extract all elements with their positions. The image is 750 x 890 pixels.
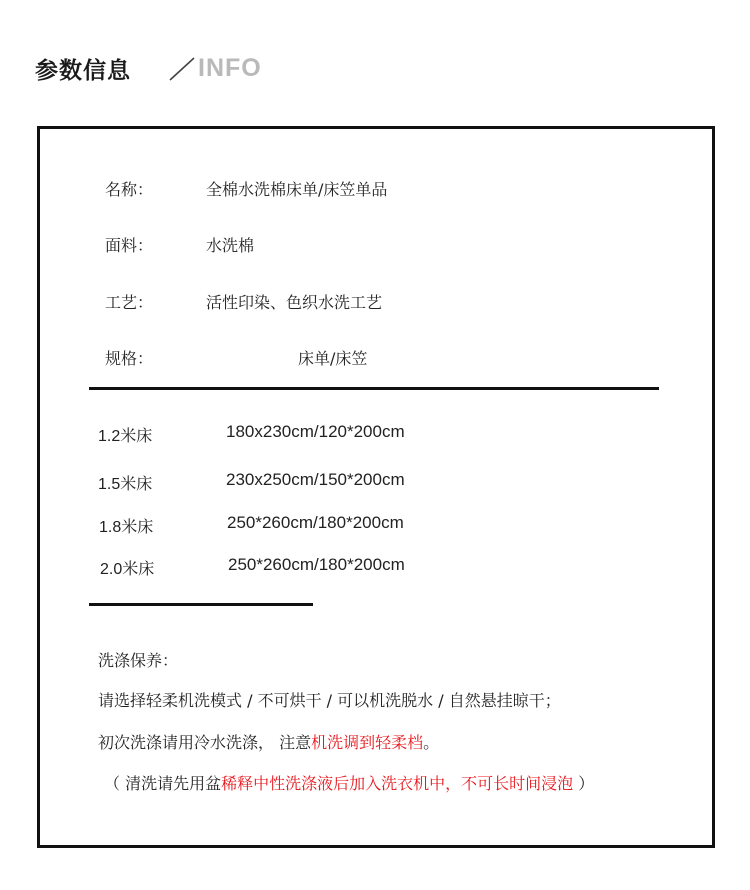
size-dimensions: 230x250cm/150*200cm (226, 470, 405, 489)
care-line2-highlight: 机洗调到轻柔档 (311, 733, 424, 752)
spec-value-fabric: 水洗棉 (206, 236, 255, 255)
care-instruction-line3 (104, 771, 594, 794)
section-subtitle: INFO (198, 54, 262, 82)
spec-label-name: 名称： (105, 180, 154, 199)
care-line2-end: 。 (423, 733, 440, 752)
care-line3-highlight: 稀释中性洗涤液后加入洗衣机中，不可长时间浸泡 (221, 774, 574, 793)
care-line3-end: ） (573, 774, 595, 793)
spec-value-process: 活性印染、色织水洗工艺 (206, 293, 383, 312)
spec-label-size: 规格： (105, 349, 154, 368)
size-bed-label: 1.2米床 (98, 428, 153, 445)
size-bed-label: 1.5米床 (98, 476, 153, 493)
care-line2-text: 初次洗涤请用冷水洗涤， 注意 (98, 733, 312, 752)
section-title: 参数信息 (35, 58, 131, 84)
care-instruction-line1: 请选择轻柔机洗模式 / 不可烘干 / 可以机洗脱水 / 自然悬挂晾干； (98, 691, 561, 710)
spec-label-process: 工艺： (105, 293, 154, 312)
size-dimensions: 180x230cm/120*200cm (226, 422, 405, 441)
size-dimensions: 250*260cm/180*200cm (228, 555, 405, 574)
size-dimensions: 250*260cm/180*200cm (227, 513, 404, 532)
care-line3-text: （ 清洗请先用盆 (104, 774, 222, 793)
size-bed-label: 1.8米床 (99, 519, 154, 536)
divider-rule-short (89, 603, 313, 606)
care-instruction-line2 (98, 730, 439, 753)
spec-value-name: 全棉水洗棉床单/床笠单品 (206, 180, 388, 199)
size-bed-label: 2.0米床 (100, 561, 155, 578)
spec-label-fabric: 面料： (105, 236, 154, 255)
spec-value-size: 床单/床笠 (298, 349, 368, 368)
slash-divider-icon (168, 56, 196, 82)
care-heading: 洗涤保养： (98, 651, 179, 670)
divider-rule (89, 387, 659, 390)
